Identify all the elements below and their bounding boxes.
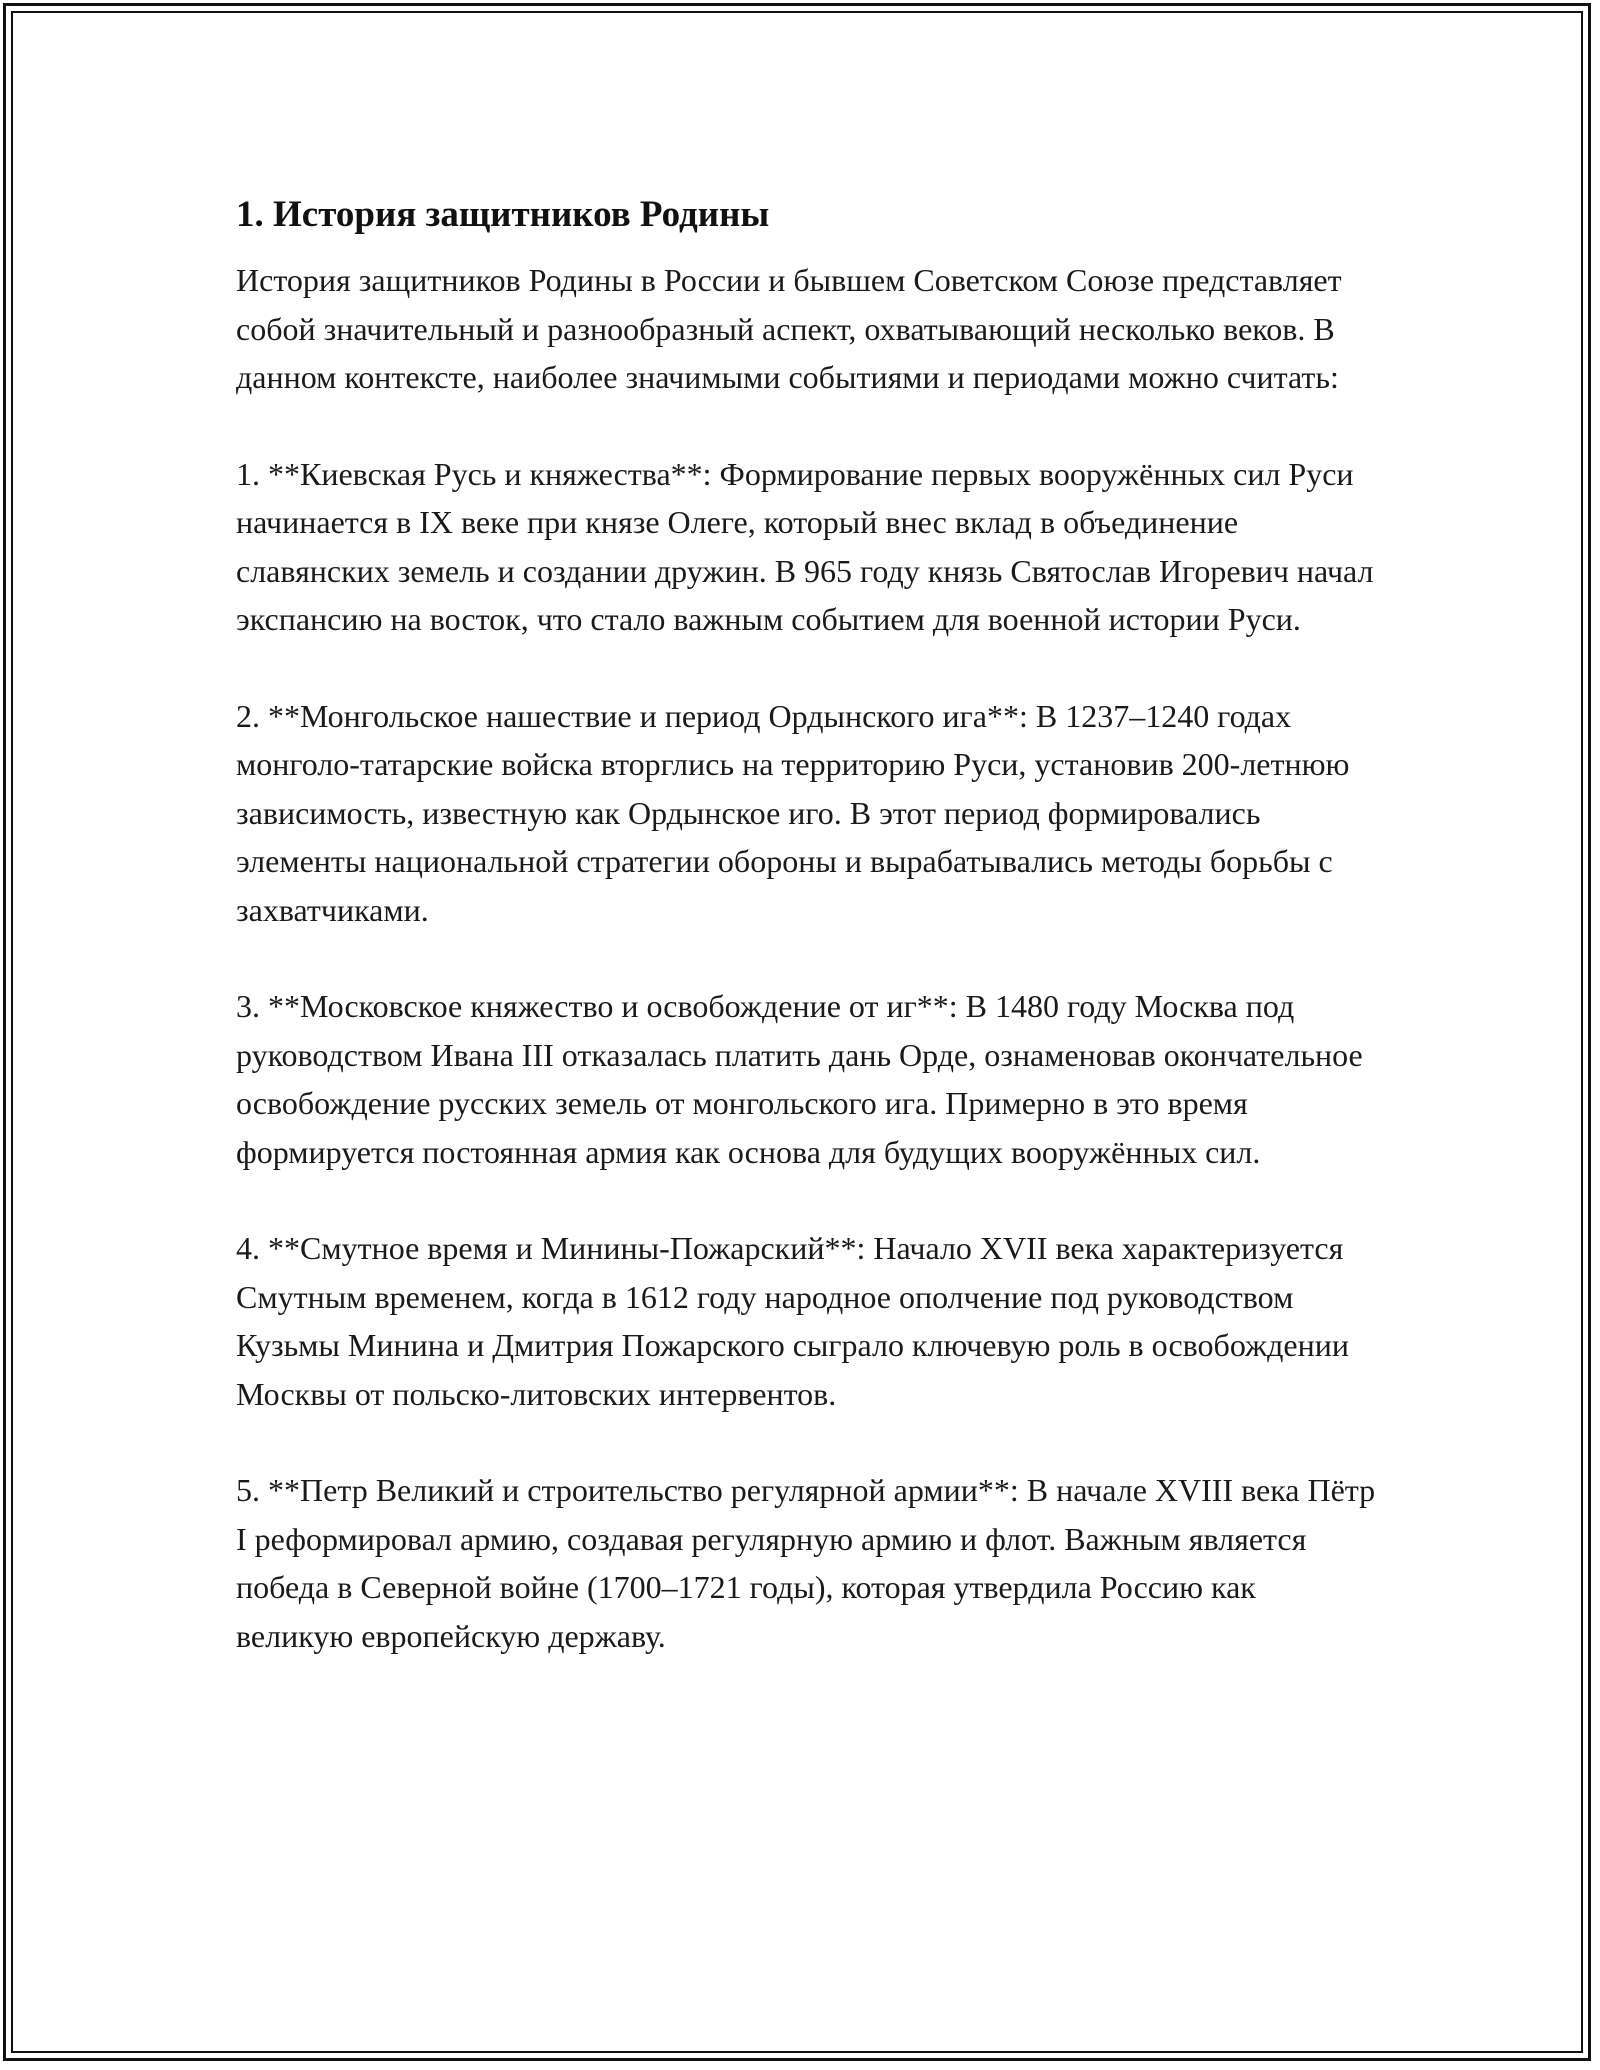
list-item-peter-the-great: 5. **Петр Великий и строительство регулярной армии**: В начале XVIII века Пётр I реформировал армию, создавая регулярную армию и флот. Важным является победа в Северной войне (1700–1721 годы), которая утвердила Россию как великую европейскую державу. [236,1472,1376,1654]
document-body [236,186,1376,1708]
list-item-moscow-principality: 3. **Московское княжество и освобождение от иг**: В 1480 году Москва под руководством Ивана III отказалась платить дань Орде, ознаменовав окончательное освобождение русских земель от монгольского ига. Примерно в это время формируется постоянная армия как основа для будущих вооружённых сил. [236,988,1363,1170]
intro-paragraph: История защитников Родины в России и бывшем Советском Союзе представляет собой значительный и разнообразный аспект, охватывающий несколько веков. В данном контексте, наиболее значимыми событиями и периодами можно считать: [236,262,1342,395]
list-item-time-of-troubles: 4. **Смутное время и Минины-Пожарский**: Начало XVII века характеризуется Смутным временем, когда в 1612 году народное ополчение под руководством Кузьмы Минина и Дмитрия Пожарского сыграло ключевую роль в освобождении Москвы от польско-литовских интервентов. [236,1230,1349,1412]
list-item-kievan-rus: 1. **Киевская Русь и княжества**: Формирование первых вооружённых сил Руси начинается в IX веке при князе Олеге, который внес вклад в объединение славянских земель и создании дружин. В 965 году князь Святослав Игоревич начал экспансию на восток, что стало важным событием для военной истории Руси. [236,455,1374,637]
section-heading: 1. История защитников Родины [236,194,770,235]
list-item-mongol-invasion: 2. **Монгольское нашествие и период Ордынского ига**: В 1237–1240 годах монголо-татарские войска вторглись на территорию Руси, установив 200-летнюю зависимость, известную как Ордынское иго. В этот период формировались элементы национальной стратегии обороны и вырабатывались методы борьбы с захватчиками. [236,697,1350,928]
